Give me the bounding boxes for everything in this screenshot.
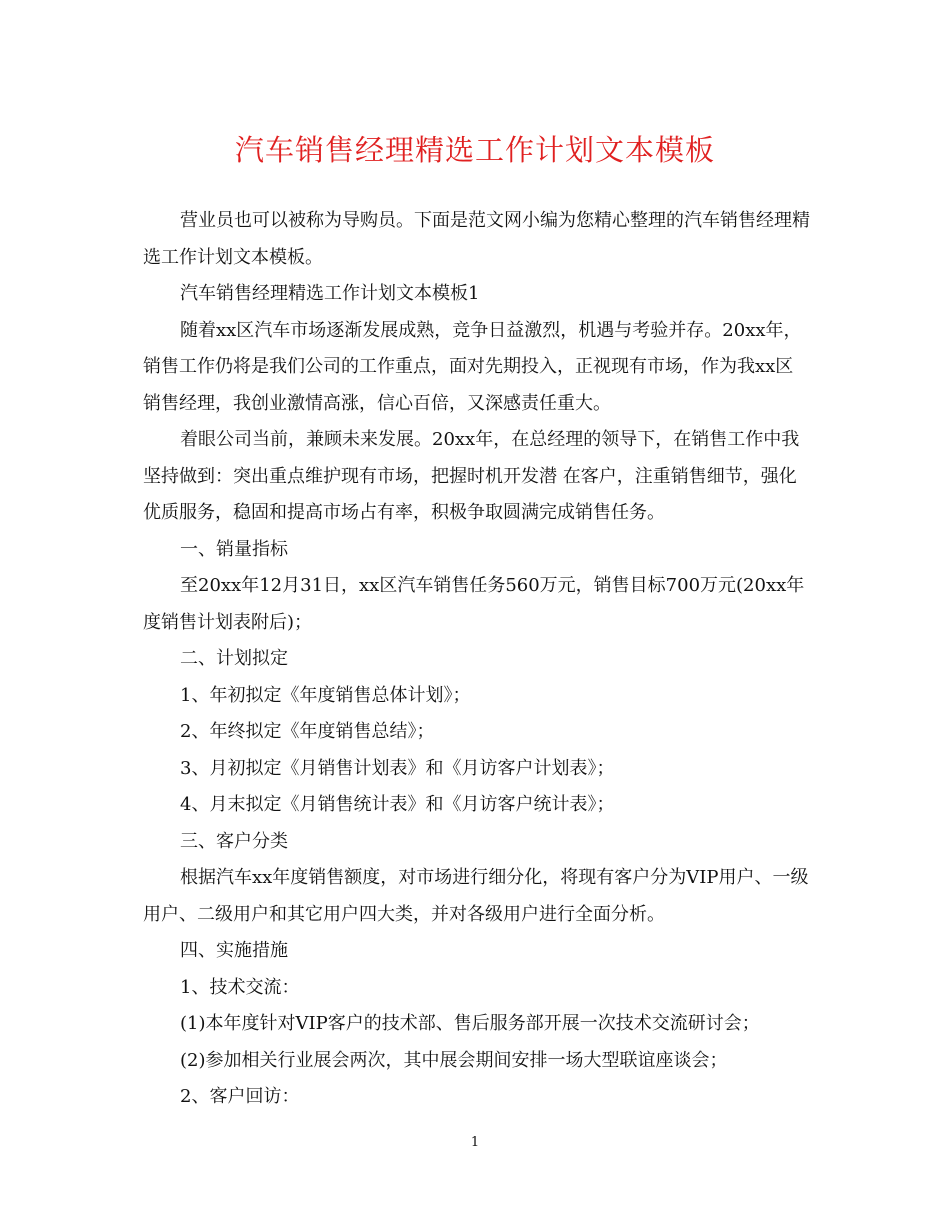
section-heading-customer-classification: 三、客户分类 [180, 830, 288, 852]
paragraph-work-focus: 着眼公司当前，兼顾未来发展。20xx年，在总经理的领导下，在销售工作中我坚持做到：突出重点维护现有市场，把握时机开发潜 在客户，注重销售细节，强化优质服务，稳固和提高市场占有率，积极争取圆满完成销售任务。 [143, 429, 800, 523]
paragraph-customer-classification: 根据汽车xx年度销售额度，对市场进行细分化，将现有客户分为VIP用户、一级用户、二级用户和其它用户四大类，并对各级用户进行全面分析。 [143, 867, 809, 925]
page-number: 1 [470, 1135, 480, 1150]
section-heading-measures: 四、实施措施 [180, 940, 288, 961]
paragraph-market-background: 随着xx区汽车市场逐渐发展成熟，竞争日益激烈，机遇与考验并存。20xx年，销售工作仍将是我们公司的工作重点，面对先期投入，正视现有市场，作为我xx区销售经理，我创业激情高涨，信心百倍，又深感责任重大。 [143, 319, 802, 414]
document-body [143, 203, 811, 1116]
section-heading-plan: 二、计划拟定 [180, 648, 288, 669]
list-item-plan-4: 4、月末拟定《月销售统计表》和《月访客户统计表》； [180, 794, 615, 815]
list-item-technical-exchange-2: (2)参加相关行业展会两次，其中展会期间安排一场大型联谊座谈会； [180, 1049, 728, 1071]
section-heading-sales-target: 一、销量指标 [180, 538, 288, 560]
paragraph-template-heading: 汽车销售经理精选工作计划文本模板1 [180, 283, 480, 304]
document-title: 汽车销售经理精选工作计划文本模板 [234, 133, 715, 167]
list-item-plan-2: 2、年终拟定《年度销售总结》； [180, 721, 435, 742]
paragraph-intro: 营业员也可以被称为导购员。下面是范文网小编为您精心整理的汽车销售经理精选工作计划文本模板。 [143, 210, 810, 268]
list-item-plan-1: 1、年初拟定《年度销售总体计划》； [180, 684, 471, 706]
list-item-technical-exchange-1: (1)本年度针对VIP客户的技术部、售后服务部开展一次技术交流研讨会； [180, 1013, 760, 1034]
list-item-technical-exchange: 1、技术交流： [180, 976, 300, 998]
list-item-plan-3: 3、月初拟定《月销售计划表》和《月访客户计划表》； [180, 757, 615, 779]
list-item-customer-visit: 2、客户回访： [180, 1086, 300, 1107]
paragraph-sales-target: 至20xx年12月31日，xx区汽车销售任务560万元，销售目标700万元(20xx年度销售计划表附后)； [143, 575, 805, 633]
